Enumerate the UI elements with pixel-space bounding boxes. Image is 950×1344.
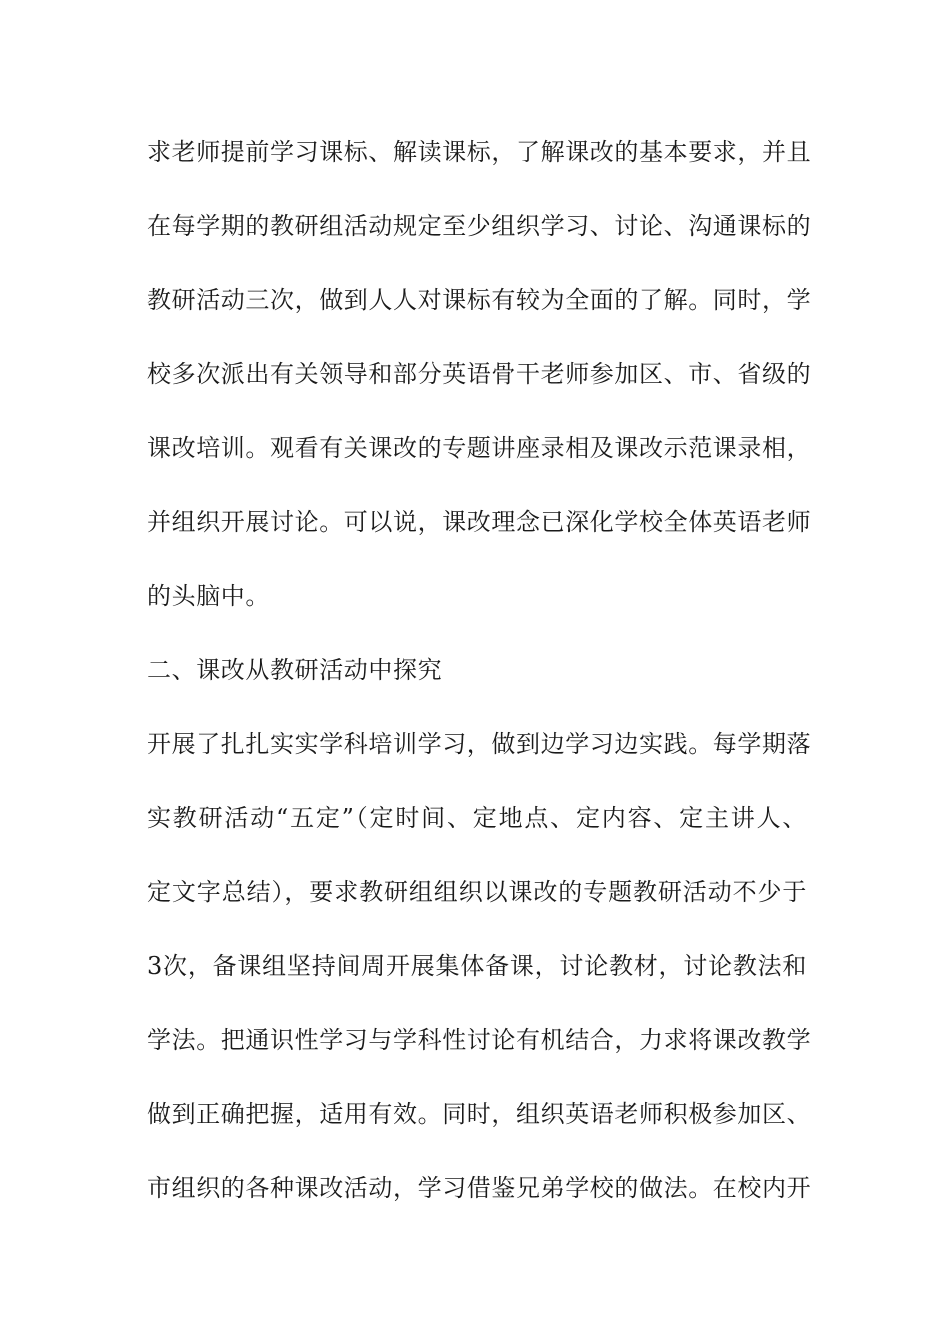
paragraph-line: 做到正确把握，适用有效。同时，组织英语老师积极参加区、 xyxy=(147,1100,812,1128)
paragraph-line: 校多次派出有关领导和部分英语骨干老师参加区、市、省级的 xyxy=(147,360,812,388)
paragraph-line: 定文字总结），要求教研组组织以课改的专题教研活动不少于 xyxy=(147,878,807,906)
paragraph-line: 并组织开展讨论。可以说，课改理念已深化学校全体英语老师 xyxy=(147,508,812,536)
paragraph-line: 实教研活动“五定”（定时间、定地点、定内容、定主讲人、 xyxy=(147,804,807,832)
paragraph-line: 教研活动三次，做到人人对课标有较为全面的了解。同时，学 xyxy=(147,286,812,314)
paragraph-line: 在每学期的教研组活动规定至少组织学习、讨论、沟通课标的 xyxy=(147,212,812,240)
paragraph-line: 学法。把通识性学习与学科性讨论有机结合，力求将课改教学 xyxy=(147,1026,812,1054)
paragraph-line: 课改培训。观看有关课改的专题讲座录相及课改示范课录相， xyxy=(147,434,812,462)
paragraph-line: 的头脑中。 xyxy=(147,582,270,610)
paragraph-line: 3次，备课组坚持间周开展集体备课，讨论教材，讨论教法和 xyxy=(147,952,807,980)
paragraph-line: 求老师提前学习课标、解读课标，了解课改的基本要求，并且 xyxy=(147,138,812,166)
paragraph-line: 开展了扎扎实实学科培训学习，做到边学习边实践。每学期落 xyxy=(147,730,812,758)
section-heading: 二、课改从教研活动中探究 xyxy=(147,656,443,684)
paragraph-line: 市组织的各种课改活动，学习借鉴兄弟学校的做法。在校内开 xyxy=(147,1174,812,1202)
